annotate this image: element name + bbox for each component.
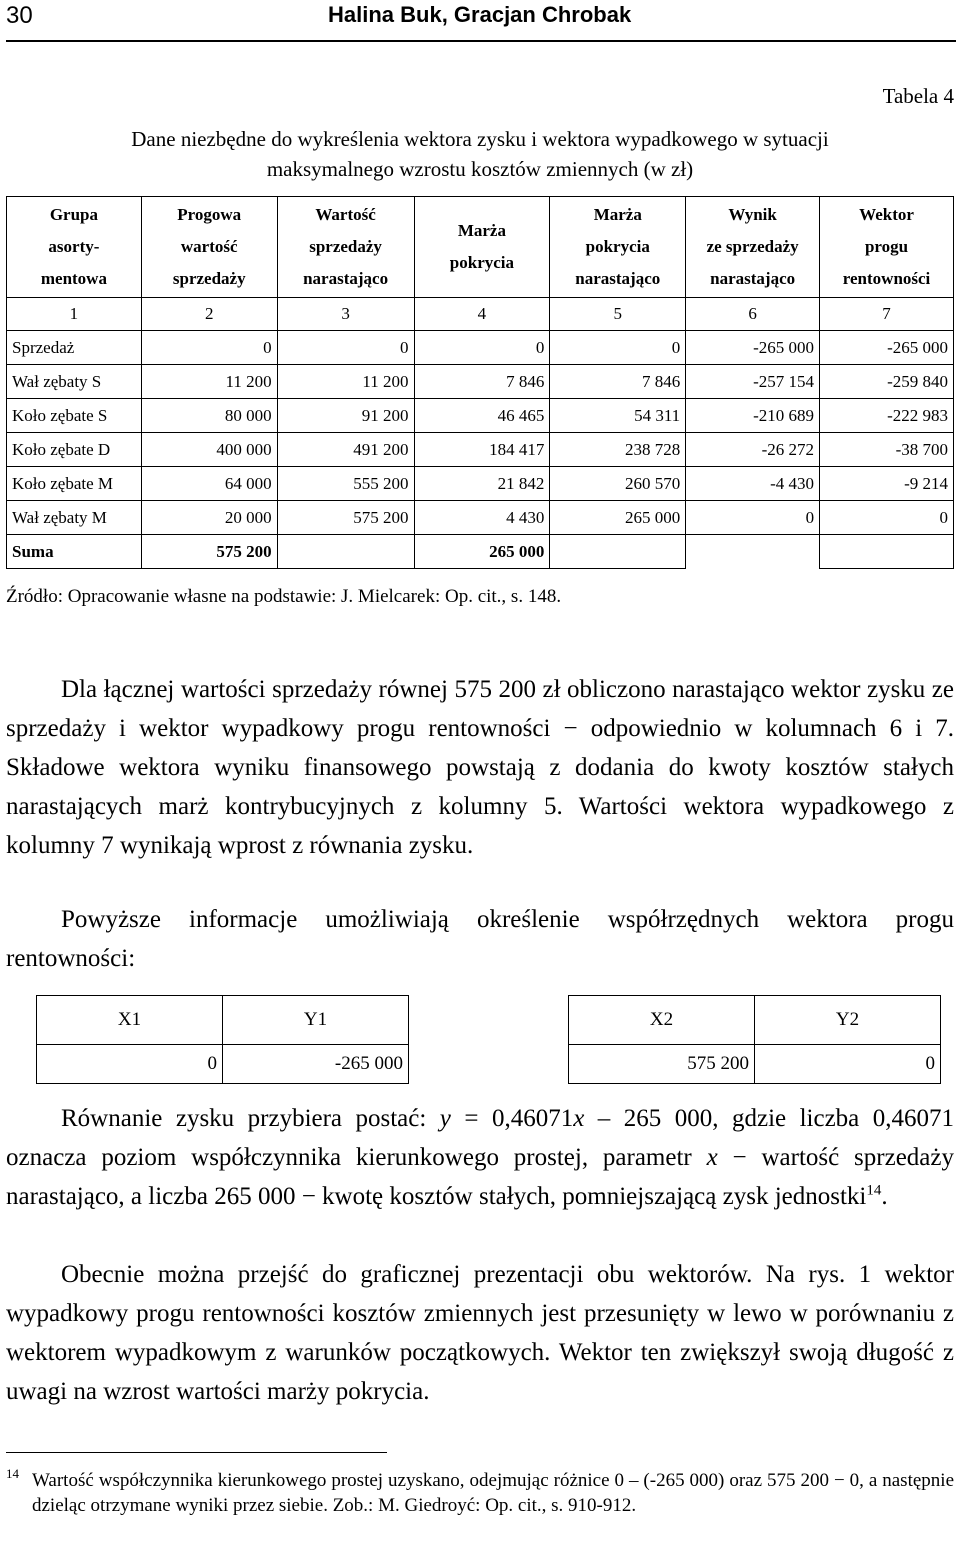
table-cell: -265 000 <box>820 331 954 365</box>
column-number-row <box>7 298 954 331</box>
body-paragraph: Równanie zysku przybiera postać: y = 0,46071x – 265 000, gdzie liczba 0,46071 oznacza poziom współczynnika kierunkowego prostej, parametr x − wartość sprzedaży narastająco, a liczba 265 000 − kwotę kosztów stałych, pomniejszającą zysk jednostki$^{14}$. <box>6 1105 954 1210</box>
table-cell: 21 842 <box>414 467 550 501</box>
table-cell: Koło zębate S <box>7 399 142 433</box>
coord-value: -265 000 <box>223 1045 409 1084</box>
table-cell: 7 846 <box>550 365 686 399</box>
page-header <box>6 0 956 42</box>
table-cell: 0 <box>141 331 277 365</box>
table-caption-line: Dane niezbędne do wykreślenia wektora zysku i wektora wypadkowego w sytuacji <box>131 127 829 151</box>
table-cell: 184 417 <box>414 433 550 467</box>
vector-coordinates-table-1 <box>36 995 409 1084</box>
table-cell: 0 <box>414 331 550 365</box>
table-cell: Wał zębaty M <box>7 501 142 535</box>
column-number: 3 <box>277 298 414 331</box>
table-cell: 0 <box>686 501 820 535</box>
table-cell: Wał zębaty S <box>7 365 142 399</box>
table-cell: 575 200 <box>141 535 277 569</box>
variable-y: y <box>439 1105 451 1132</box>
column-header: Marża pokrycia <box>414 197 550 298</box>
coord-value: 0 <box>755 1045 941 1084</box>
table-cell: Suma <box>7 535 142 569</box>
table-header-row <box>7 197 954 298</box>
table-cell <box>277 535 414 569</box>
column-header: Wynik ze sprzedaży narastająco <box>686 197 820 298</box>
table-cell <box>550 535 686 569</box>
table-cell <box>686 535 820 569</box>
column-number: 1 <box>7 298 142 331</box>
coord-header: X1 <box>37 996 223 1045</box>
table-cell: 46 465 <box>414 399 550 433</box>
table-cell: -210 689 <box>686 399 820 433</box>
coord-value: 0 <box>37 1045 223 1084</box>
table-cell: 91 200 <box>277 399 414 433</box>
table-cell: 575 200 <box>277 501 414 535</box>
coord-header: Y1 <box>223 996 409 1045</box>
table-source-note: Źródło: Opracowanie własne na podstawie: J. Mielcarek: Op. cit., s. 148. <box>6 586 562 607</box>
table-cell: 11 200 <box>141 365 277 399</box>
body-paragraph: Powyższe informacje umożliwiają określenie współrzędnych wektora progu rentowności: <box>6 906 954 972</box>
table-cell: -265 000 <box>686 331 820 365</box>
table-cell <box>820 535 954 569</box>
table-row <box>7 467 954 501</box>
footnote-reference[interactable]: 14 <box>866 1182 882 1199</box>
table-cell: 20 000 <box>141 501 277 535</box>
coordinates-header-row <box>569 996 941 1045</box>
column-header: Grupa asorty- mentowa <box>7 197 142 298</box>
column-header: Marża pokrycia narastająco <box>550 197 686 298</box>
table-cell: 7 846 <box>414 365 550 399</box>
variable-x: x <box>706 1144 718 1171</box>
column-number: 4 <box>414 298 550 331</box>
table-row <box>7 331 954 365</box>
coord-header: Y2 <box>755 996 941 1045</box>
table-cell: 265 000 <box>414 535 550 569</box>
table-label: Tabela 4 <box>882 84 954 108</box>
table-cell: 0 <box>550 331 686 365</box>
table-cell: 11 200 <box>277 365 414 399</box>
column-number: 2 <box>141 298 277 331</box>
table-cell: -259 840 <box>820 365 954 399</box>
table-cell: Sprzedaż <box>7 331 142 365</box>
table-cell: -222 983 <box>820 399 954 433</box>
table-cell: Koło zębate M <box>7 467 142 501</box>
table-cell: 400 000 <box>141 433 277 467</box>
table-cell: 0 <box>277 331 414 365</box>
table-cell: 54 311 <box>550 399 686 433</box>
coordinates-value-row <box>569 1045 941 1084</box>
table-caption <box>40 124 920 184</box>
variable-x: x <box>573 1105 585 1132</box>
table-cell: 238 728 <box>550 433 686 467</box>
column-number: 6 <box>686 298 820 331</box>
table-cell: -26 272 <box>686 433 820 467</box>
body-paragraph: Dla łącznej wartości sprzedaży równej 575 200 zł obliczono narastająco wektor zysku ze sprzedaży i wektor wypadkowy progu rentowności − odpowiednio w kolumnach 6 i 7. Składowe wektora wyniku finansowego powstają z dodania do kwoty kosztów stałych narastających marż kontrybucyjnych z kolumny 5. Wartości wektora wypadkowego z kolumny 7 wynikają wprost z równania zysku. <box>6 676 954 859</box>
table-cell: Koło zębate D <box>7 433 142 467</box>
table-cell: -4 430 <box>686 467 820 501</box>
table-row <box>7 433 954 467</box>
table-row <box>7 399 954 433</box>
column-header: Wektor progu rentowności <box>820 197 954 298</box>
table-cell: 64 000 <box>141 467 277 501</box>
coordinates-value-row <box>37 1045 409 1084</box>
table-row <box>7 365 954 399</box>
table-cell: 555 200 <box>277 467 414 501</box>
footnote-divider <box>6 1452 387 1453</box>
table-cell: -38 700 <box>820 433 954 467</box>
table-cell: -9 214 <box>820 467 954 501</box>
column-number: 5 <box>550 298 686 331</box>
column-header: Wartość sprzedaży narastająco <box>277 197 414 298</box>
table-cell: 491 200 <box>277 433 414 467</box>
table-caption-line: maksymalnego wzrostu kosztów zmiennych (w zł) <box>266 157 694 181</box>
table-cell: -257 154 <box>686 365 820 399</box>
table-cell: 0 <box>820 501 954 535</box>
vector-coordinates-table-2 <box>568 995 941 1084</box>
coordinates-header-row <box>37 996 409 1045</box>
table-row <box>7 501 954 535</box>
page-number: 30 <box>6 2 33 29</box>
body-paragraph: Obecnie można przejść do graficznej prezentacji obu wektorów. Na rys. 1 wektor wypadkowy progu rentowności kosztów zmiennych jest przesunięty w lewo w porównaniu z wektorem wypadkowym z warunków początkowych. Wektor ten zwiększył swoją długość z uwagi na wzrost wartości marży pokrycia. <box>6 1261 954 1405</box>
coord-value: 575 200 <box>569 1045 755 1084</box>
table-cell: 4 430 <box>414 501 550 535</box>
column-header: Progowa wartość sprzedaży <box>141 197 277 298</box>
table-cell: 260 570 <box>550 467 686 501</box>
coord-header: X2 <box>569 996 755 1045</box>
sum-row <box>7 535 954 569</box>
table-cell: 80 000 <box>141 399 277 433</box>
footnote-number: 14 <box>6 1466 19 1481</box>
data-table <box>6 196 954 569</box>
column-number: 7 <box>820 298 954 331</box>
running-head-authors: Halina Buk, Gracjan Chrobak <box>328 2 632 27</box>
footnote-text: Wartość współczynnika kierunkowego prostej uzyskano, odejmując różnice 0 – (-265 000) oraz 575 200 − 0, a następnie dzieląc otrzymane wyniki przez siebie. Zob.: M. Giedroyć: Op. cit., s. 910-912. <box>32 1470 954 1516</box>
table-cell: 265 000 <box>550 501 686 535</box>
